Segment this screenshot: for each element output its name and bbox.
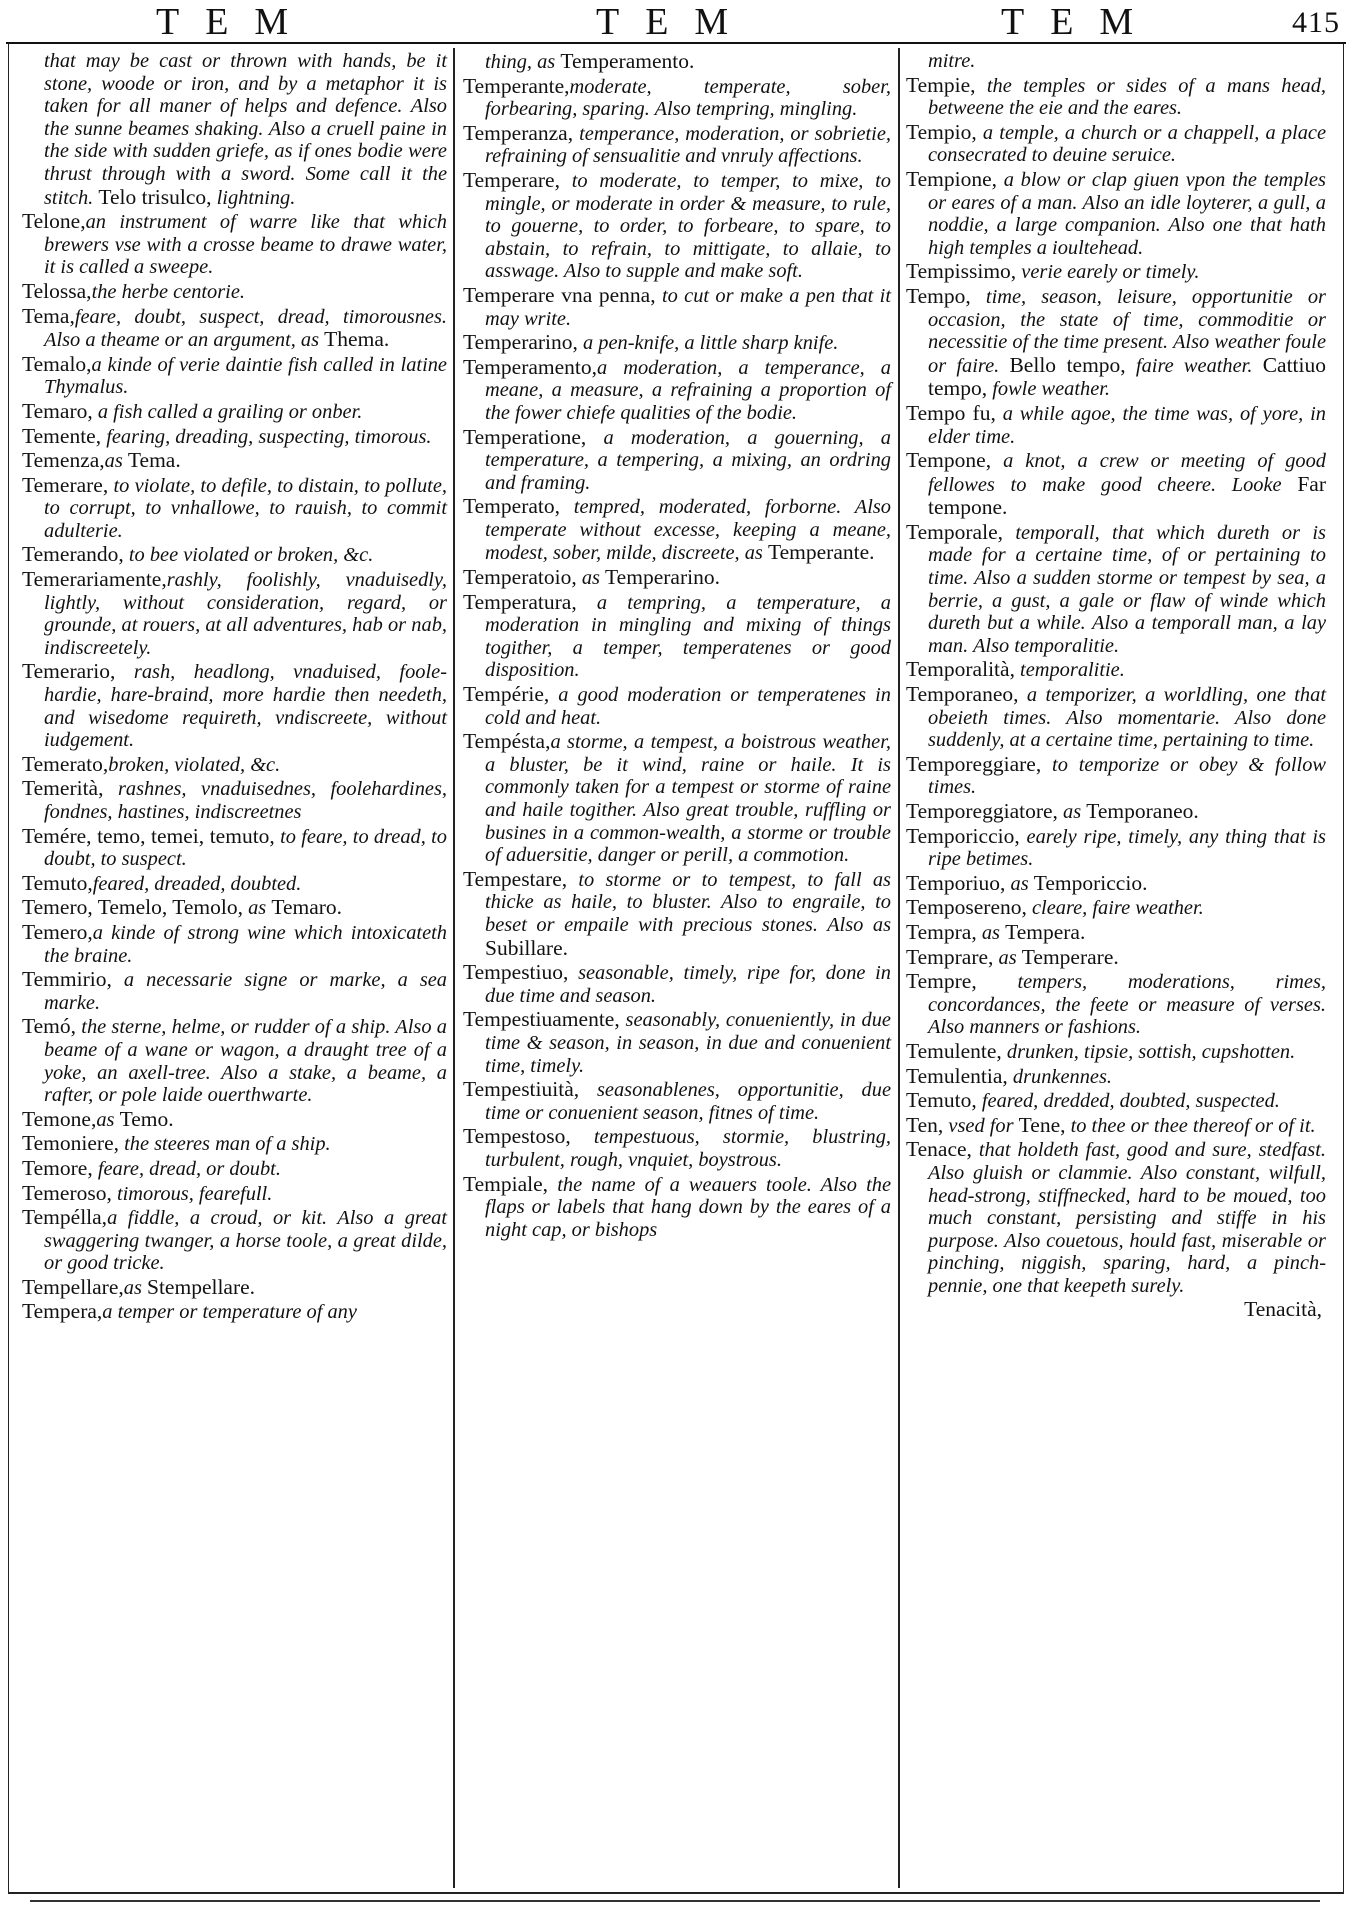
dictionary-entry [463,356,891,425]
headword: Temo. [119,1106,174,1131]
definition: cleare, faire weather. [1026,897,1204,920]
headword: Temoniere, [22,1131,119,1156]
headword: Temporeggiatore, [906,799,1058,823]
headword: Tempestiuo, [463,960,569,985]
definition: a knot, a crew or meeting of good fellowes to make good cheere. Looke [928,450,1326,496]
dictionary-entry [463,961,891,1007]
definition: feared, dreaded, doubted. [92,872,302,895]
definition: to storme or to tempest, to fall as thicke as haile, to bluster. Also to engraile, to beset or empaile with precious stones. Also as [485,868,891,936]
headword: Temperamento. [560,49,695,73]
dictionary-entry [906,285,1326,401]
dictionary-entry [906,449,1326,520]
dictionary-entry [22,305,447,352]
headword: Ten, [906,1112,944,1137]
definition: as [242,897,272,920]
column-rule [898,48,900,1888]
dictionary-entry [22,753,447,777]
definition: a storme, a tempest, a boistrous weather, a bluster, be it wind, raine or haile. It is commonly taken for a tempest or storme of raine and haile togither. Also great trouble, ruffling or busines in a common-wealth, a storme or trouble of aduersitie, danger or perill, a commotion. [485,731,891,867]
headword: Temperamento, [463,354,598,379]
definition: to cut or make a pen that it may write. [485,284,891,330]
definition: to feare, to dread, to doubt, to suspect. [44,825,447,871]
definition: thing, as [485,51,561,73]
headword: Telossa, [22,278,92,303]
definition: as [993,946,1022,969]
headword: Tempio, [906,119,977,144]
headword: Tempérie, [463,682,550,707]
headword: Tempestiuamente, [463,1007,620,1032]
headword: Temaro. [271,895,343,920]
definition: faire weather. [1125,354,1263,377]
headword: Thema. [324,327,390,352]
headword: Temente, [22,423,102,448]
headword: Tempera. [1005,919,1086,944]
dictionary-entry [906,402,1326,448]
dictionary-entry [906,946,1326,970]
definition: a blow or clap giuen vpon the temples or eares of a man. Also an idle loyterer, a gull, a noddie, a large companion. Also one that hath high temples a ioultehead. [928,168,1326,259]
dictionary-entry [22,400,447,424]
running-head-left: TEM [156,1,315,43]
page-number: 415 [1292,6,1340,39]
headword: Temerità, [22,776,104,801]
column-rule [453,48,455,1888]
definition: a while agoe, the time was, of yore, in elder time. [928,402,1326,448]
dictionary-entry [906,825,1326,871]
dictionary-entry [906,1138,1326,1297]
definition: rashly, foolishly, vnaduisedly, lightly, without consideration, regard, or grounde, at rouers, at all adventures, hab or nab, indiscreetely. [44,569,447,659]
definition: the temples or sides of a mans head, betweene the eie and the eares. [928,74,1326,120]
definition: that may be cast or thrown with hands, be it stone, woode or iron, and by a metaphor it is taken for all maner of helps and defence. Also the sunne beames shaking. Also a cruell paine in the side with sudden griefe, as if ones bodie were thrust through with a sword. Some call it the stitch. [44,50,447,209]
definition: to temporize or obey & follow times. [928,753,1326,799]
headword: Temperarino, [463,330,578,355]
definition: as [96,1108,120,1131]
dictionary-entry [906,168,1326,259]
definition: as [576,567,606,590]
dictionary-entry [463,730,891,867]
definition: a necessarie signe or marke, a sea marke. [44,969,447,1014]
dictionary-entry [22,474,447,543]
headword: Temalo, [22,351,92,376]
dictionary-entry [906,74,1326,120]
headword: Tempo fu, [906,400,996,425]
headword: Temeroso, [22,1180,112,1205]
headword: Temporalità, [906,657,1015,682]
dictionary-entry [463,284,891,330]
headword: Temerariamente, [22,567,167,592]
dictionary-entry [906,1040,1326,1064]
headword: Temperatura, [463,589,577,614]
definition: a temporizer, a worldling, one that obeieth times. Also momentarie. Also done suddenly, at a certaine time, pertaining to time. [928,684,1326,752]
dictionary-entry [22,280,447,304]
headword: Temperare vna penna, [463,282,656,307]
definition: tempers, moderations, rimes, concordances, the feete or measure of verses. Also manners or fashions. [928,971,1326,1039]
headword: Temulentia, [906,1063,1008,1088]
dictionary-entry [22,210,447,279]
dictionary-entry [463,50,891,74]
definition: the sterne, helme, or rudder of a ship. Also a beame of a wane or wagon, a draught tree of a yoke, an axell-tree. Also a stake, a beame, a rafter, or pole laide ouerthwarte. [44,1016,447,1107]
headword: Temperato, [463,494,560,519]
definition: a kinde of verie daintie fish called in latine Thymalus. [44,353,447,399]
headword: Temmirio, [22,967,112,992]
definition: feared, dredded, doubted, suspected. [976,1090,1280,1113]
dictionary-entry [906,753,1326,799]
definition: feare, doubt, suspect, dread, timorousnes. Also a theame or an argument, as [44,305,447,352]
column-left [22,50,447,1325]
dictionary-entry [463,591,891,682]
headword: Tempestare, [463,866,568,891]
dictionary-entry [22,825,447,871]
headword: Temperare, [463,167,560,192]
headword: Temporale, [906,519,1003,544]
headword: Tempone, [906,448,992,473]
dictionary-entry [463,566,891,590]
definition: to thee or thee thereof or of it. [1065,1114,1316,1137]
headword: Subillare. [485,935,568,960]
headword: Temero, [22,919,93,944]
definition: tempestuous, stormie, blustring, turbulent, rough, vnquiet, boystrous. [485,1126,891,1171]
definition: earely ripe, timely, any thing that is ripe betimes. [928,825,1326,871]
dictionary-entry [22,1206,447,1275]
headword: Tema, [22,303,75,328]
headword: Temerando, [22,542,124,567]
dictionary-entry [22,1157,447,1181]
dictionary-entry [906,521,1326,658]
dictionary-entry [22,425,447,449]
headword: Temporiuo, [906,870,1006,895]
definition: vsed for [943,1114,1019,1137]
definition: seasonable, timely, ripe for, done in due time and season. [485,962,891,1007]
dictionary-entry [22,872,447,896]
headword: Temperare. [1021,944,1119,969]
dictionary-entry [22,353,447,399]
dictionary-entry [463,75,891,121]
definition: as [123,1276,147,1299]
column-middle [463,50,891,1242]
definition: temperance, moderation, or sobrietie, refraining of sensualitie and vnruly affections. [485,122,891,168]
definition: a temple, a church or a chappell, a place consecrated to deuine seruice. [928,121,1326,167]
running-head-right: TEM [1001,1,1160,43]
dictionary-entry [22,568,447,659]
definition: a moderation, a gouerning, a temperature, a tempering, a mixing, an ordring and framing. [485,426,891,494]
headword: Telo trisulco, [98,184,212,209]
definition: timorous, fearefull. [111,1182,273,1205]
headword: Temerato, [22,751,109,776]
headword: Temporaneo, [906,682,1019,707]
dictionary-entry [906,50,1326,73]
dictionary-entry [906,260,1326,284]
dictionary-entry [22,1300,447,1324]
definition: the name of a weauers toole. Also the flaps or labels that hang down by the eares of a night cap, or bishops [485,1173,891,1241]
headword: Temulente, [906,1038,1002,1063]
definition: drunken, tipsie, sottish, cupshotten. [1001,1040,1296,1063]
definition: verie earely or timely. [1016,261,1200,284]
headword: Temére, temo, temei, temuto, [22,823,275,848]
dictionary-entry [906,1089,1326,1113]
bottom-rule [30,1900,1320,1902]
definition: rash, headlong, vnaduised, foole-hardie, hare-braind, more hardie then needeth, and wisedome requireth, vndiscreete, without iudgement. [44,661,447,752]
definition: the herbe centorie. [91,280,246,303]
dictionary-entry [22,968,447,1014]
dictionary-entry [906,872,1326,896]
definition: as [104,450,128,473]
dictionary-entry [22,50,447,209]
headword: Temone, [22,1106,97,1131]
definition: a fiddle, a croud, or kit. Also a great swaggering twanger, a horse toole, a great dilde, or good tricke. [44,1207,447,1275]
definition: a tempring, a temperature, a moderation in mingling and mixing of things togither, a temper, temperatenes or good disposition. [485,591,891,682]
dictionary-entry [22,660,447,751]
dictionary-entry [463,683,891,729]
definition: a fish called a grailing or onber. [92,400,363,423]
headword: Temerario, [22,659,116,684]
headword: Tempie, [906,72,976,97]
headword: Tenace, [906,1137,972,1162]
dictionary-entry [22,1108,447,1132]
dictionary-entry [906,658,1326,682]
definition: a good moderation or temperatenes in cold and heat. [485,684,891,729]
headword: Tene, [1018,1112,1066,1137]
headword: Tempo, [906,283,971,308]
definition: a kinde of strong wine which intoxicateth the braine. [44,921,447,967]
definition: that holdeth fast, good and sure, stedfast. Also gluish or clammie. Also constant, wilfull, head-strong, stiffnecked, hard to be moued, too much constant, persisting and stiffe in his purpose. Also couetous, hould fast, miserable or pinching, niggish, sparing, hard, a pinch-pennie, one that keepeth surely. [928,1139,1326,1297]
dictionary-entry [906,800,1326,824]
definition: fowle weather. [987,378,1111,401]
headword: Far tempone. [928,471,1326,520]
dictionary-entry [906,970,1326,1039]
dictionary-entry [906,1114,1326,1138]
definition: a temper or temperature of any [102,1301,357,1324]
dictionary-entry [463,1078,891,1124]
headword: Tempellare, [22,1274,124,1299]
headword: Temporiccio. [1033,870,1148,895]
definition: as [976,921,1006,944]
headword: Tempestoso, [463,1124,571,1149]
headword: Temperarino. [605,565,720,590]
headword: Temperanza, [463,120,574,145]
definition: broken, violated, &c. [108,753,281,776]
headword: Temaro, [22,398,93,423]
definition: lightning. [211,186,296,209]
dictionary-entry [463,495,891,565]
dictionary-entry [22,1182,447,1206]
dictionary-entry [463,426,891,495]
definition: time, season, leisure, opportunitie or occasion, the state of time, commoditie or necessitie of the time present. Also weather foule or faire. [928,285,1326,377]
definition: rashnes, vnaduisednes, foolehardines, fondnes, hastines, indiscreetnes [44,778,447,823]
dictionary-entry [906,683,1326,752]
dictionary-entry [463,122,891,168]
dictionary-entry [22,543,447,567]
dictionary-entry [906,1065,1326,1089]
dictionary-entry [22,896,447,920]
headword: Temore, [22,1155,93,1180]
definition: to moderate, to temper, to mixe, to mingle, or moderate in order & measure, to rule, to gouerne, to order, to forbeare, to spare, to abstain, to refrain, to mittigate, to allaie, to asswage. Also to supple and make soft. [485,169,891,283]
dictionary-entry [906,921,1326,945]
headword: Temuto, [22,870,93,895]
headword: Tempiale, [463,1171,549,1196]
headword: Temerare, [22,472,109,497]
dictionary-entry [906,896,1326,920]
headword: Temperante, [463,73,570,98]
definition: a moderation, a temperance, a meane, a measure, a refraining a proportion of the fower chiefe qualities of the bodie. [485,356,891,424]
dictionary-entry [463,1125,891,1171]
page-header [6,0,1346,44]
headword: Bello tempo, [1009,352,1126,377]
catchword [906,1298,1326,1322]
headword: Temero, Temelo, Temolo, [22,895,243,920]
headword: Tema. [127,448,181,473]
definition: to bee violated or broken, &c. [123,544,374,567]
headword: Temporeggiare, [906,751,1042,776]
headword: Tempre, [906,969,977,994]
dictionary-entry [463,1173,891,1242]
dictionary-entry [22,1276,447,1300]
headword: Tempestiuità, [463,1077,580,1102]
headword: Tempera, [22,1299,103,1324]
definition: temporalitie. [1014,659,1125,682]
dictionary-entry [22,1132,447,1156]
running-head-center: TEM [596,1,755,43]
dictionary-entry [22,1015,447,1106]
definition: drunkennes. [1007,1065,1112,1088]
definition: a pen-knife, a little sharp knife. [577,332,839,355]
definition: tempred, moderated, forborne. Also temperate without excesse, keeping a meane, modest, sober, milde, discreete, as [485,496,891,565]
headword: Temperatione, [463,424,587,449]
definition: seasonably, conueniently, in due time & season, in season, in due and conuenient time, timely. [485,1009,891,1077]
headword: Temperante. [767,540,875,565]
dictionary-entry [22,449,447,473]
definition: as [1005,872,1034,895]
headword: Temenza, [22,448,105,473]
definition: feare, dread, or doubt. [92,1157,281,1180]
headword: Tempélla, [22,1205,108,1230]
headword: Tempra, [906,919,977,944]
definition: temporall, that which dureth or is made for a certaine time, of or pertaining to time. Also a sudden storme or tempest by sea, a berrie, a gust, a gale or flaw of winde which dureth but a while. Also a temporall man, a lay man. Also temporalitie. [928,521,1326,657]
headword: Temporaneo. [1086,799,1199,823]
definition: moderate, temperate, sober, forbearing, sparing. Also tempring, mingling. [485,75,891,121]
dictionary-entry [22,777,447,823]
dictionary-entry [22,921,447,967]
dictionary-entry [463,331,891,355]
headword: Temposereno, [906,895,1027,920]
dictionary-entry [463,868,891,960]
headword: Temó, [22,1014,77,1039]
dictionary-entry [463,169,891,283]
definition: to violate, to defile, to distain, to pollute, to corrupt, to vnhallowe, to rauish, to commit adulterie. [44,474,447,542]
headword: Temperatoio, [463,565,577,590]
headword: Temprare, [906,944,994,969]
headword: Temporiccio, [906,823,1020,848]
headword: Temuto, [906,1088,977,1113]
definition: the steeres man of a ship. [119,1133,331,1156]
dictionary-entry [906,121,1326,167]
headword: Tenacità, [1244,1297,1322,1322]
headword: Tempione, [906,166,998,191]
headword: Tempésta, [463,729,551,754]
definition: mitre. [928,50,976,72]
headword: Cattiuo tempo, [928,352,1326,401]
dictionary-entry [463,1008,891,1077]
headword: Stempellare. [147,1274,256,1299]
headword: Tempissimo, [906,259,1017,284]
headword: Telone, [22,209,86,234]
definition: an instrument of warre like that which brewers vse with a crosse beame to drawe water, it is called a sweepe. [44,211,447,279]
column-right [906,50,1326,1323]
definition: seasonablenes, opportunitie, due time or conuenient season, fitnes of time. [485,1079,891,1124]
definition: as [1057,801,1087,823]
definition: fearing, dreading, suspecting, timorous. [101,425,432,448]
